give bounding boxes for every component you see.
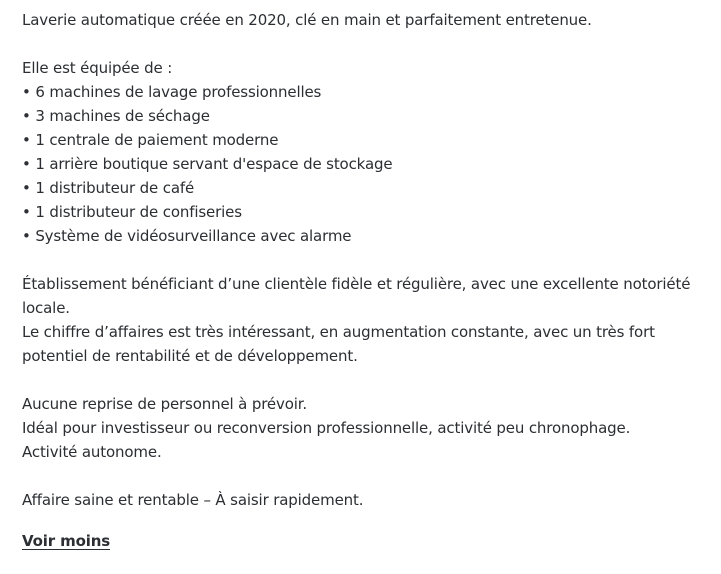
- equipment-heading: Elle est équipée de :: [22, 59, 173, 77]
- intro-text: Laverie automatique créée en 2020, clé en main et parfaitement entretenue.: [22, 11, 592, 29]
- listing-description: [22, 8, 712, 512]
- spacer: [22, 464, 712, 488]
- closing-text: Affaire saine et rentable – À saisir rapidement.: [22, 491, 364, 509]
- list-item: • Système de vidéosurveillance avec alarme: [22, 227, 352, 245]
- spacer: [22, 32, 712, 56]
- spacer: [22, 368, 712, 392]
- equipment-list: [22, 80, 712, 248]
- list-item: • 3 machines de séchage: [22, 107, 210, 125]
- list-item: • 1 distributeur de confiseries: [22, 203, 242, 221]
- staff-text: Aucune reprise de personnel à prévoir.: [22, 395, 307, 413]
- see-less-link[interactable]: Voir moins: [22, 532, 111, 550]
- ideal-for-text: Idéal pour investisseur ou reconversion professionnelle, activité peu chronophage.: [22, 419, 631, 437]
- autonomy-text: Activité autonome.: [22, 443, 162, 461]
- list-item: • 6 machines de lavage professionnelles: [22, 83, 322, 101]
- list-item: • 1 centrale de paiement moderne: [22, 131, 279, 149]
- spacer: [22, 248, 712, 272]
- list-item: • 1 arrière boutique servant d'espace de stockage: [22, 155, 393, 173]
- list-item: • 1 distributeur de café: [22, 179, 195, 197]
- clientele-text: Établissement bénéficiant d’une clientèle fidèle et régulière, avec une excellente notoriété locale.: [22, 275, 691, 317]
- revenue-text: Le chiffre d’affaires est très intéressant, en augmentation constante, avec un très fort potentiel de rentabilité et de développement.: [22, 323, 655, 365]
